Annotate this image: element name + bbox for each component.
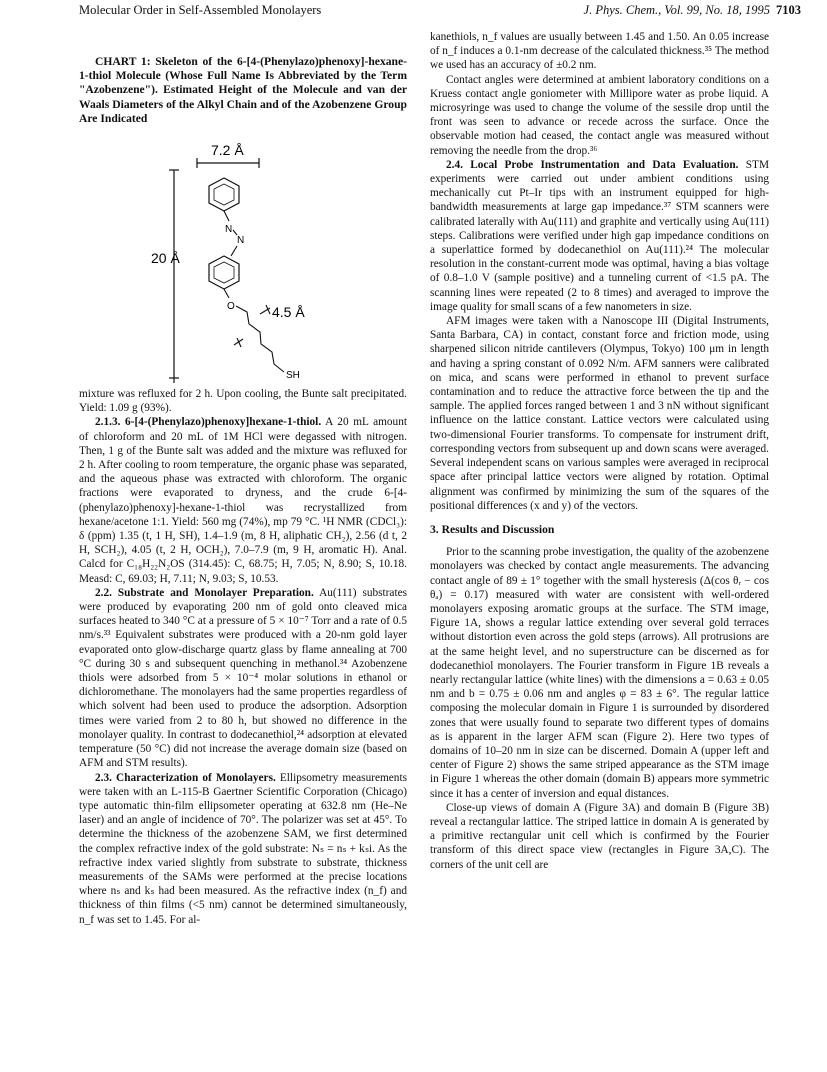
- paragraph: Contact angles were determined at ambient laboratory conditions on a Kruess contact angle goniometer with Millipore water as probe liquid. A microsyringe was used to change the volume of the sessile drop until the front was seen to advance or recede across the surface. Once the observable motion had ceased, the contact angle was measured without removing the needle from the drop.³⁶: [430, 73, 769, 157]
- section-heading: 2.3. Characterization of Monolayers.: [95, 771, 276, 784]
- section-2-3: [79, 771, 407, 927]
- bond-ring-n: [224, 211, 229, 221]
- molecule-chart: [79, 128, 407, 383]
- paragraph: kanethiols, n_f values are usually between 1.45 and 1.50. An 0.05 increase of n_f induces a 0.1-nm decrease of the calculated thickness.³⁵ The method we used has an accuracy of ±0.2 nm.: [430, 31, 769, 72]
- left-column: [79, 55, 407, 927]
- paragraph: mixture was refluxed for 2 h. Upon cooling, the Bunte salt precipitated. Yield: 1.09 g (93%).: [79, 388, 407, 415]
- phenyl-ring-bottom: [209, 256, 239, 289]
- right-column: [430, 30, 769, 872]
- phenyl-ring-top: [209, 178, 239, 211]
- section-body: Au(111) substrates were produced by evaporating 200 nm of gold onto cleaved mica surfaces heated to 340 °C at a pressure of 5 × 10⁻⁷ Torr and a rate of 0.5 nm/s.³³ Equivalent substrates were produced with a 20-nm gold layer evaporated onto glow-discharge quartz glass by flame annealing at 700 °C during 30 s and subsequent quenching in methanol.³⁴ Azobenzene thiols were adsorbed from 5 × 10⁻⁴ molar solutions in ethanol or dichloromethane. The monolayers had the same properties regardless of which solvent had been used to produce the adsorption. Adsorption times were varied from 2 to 80 h, but showed no difference in the monolayer quality. In contrast to dodecanethiol,²⁴ adsorption at elevated temperature (50 °C) did not increase the average domain size (based on AFM and STM results).: [79, 586, 407, 770]
- journal-ref: J. Phys. Chem., Vol. 99, No. 18, 1995: [583, 3, 770, 17]
- journal-citation: [584, 3, 801, 18]
- paragraph: Close-up views of domain A (Figure 3A) and domain B (Figure 3B) reveal a rectangular lattice. The striped lattice in domain A is generated by a primitive rectangular unit cell which is confirmed by the Fourier transform of this direct space view (rectangles in Figure 3A,C). The corners of the unit cell are: [430, 801, 769, 871]
- chain-width-label: 4.5 Å: [272, 304, 305, 321]
- height-label: 20 Å: [151, 250, 180, 267]
- molecule-diagram: [79, 128, 407, 383]
- atom-n2: N: [237, 235, 245, 247]
- section-heading: 2.2. Substrate and Monolayer Preparation.: [95, 586, 314, 599]
- section-heading: 2.1.3. 6-[4-(Phenylazo)phenoxy]hexane-1-thiol.: [95, 416, 322, 429]
- results-heading: 3. Results and Discussion: [430, 522, 555, 536]
- section-body: STM experiments were carried out under ambient conditions using mechanically cut Pt–Ir tips with an instrument equipped for high-bandwidth measurements at large gap impedance.³⁷ STM scanners were calibrated laterally with Au(111) and graphite and vertically using Au(111) steps. Calibrations were verified under high gap impedance conditions on a superlattice formed by dodecanethiol on Au(111).²⁴ The molecular resolution in the constant-current mode was optimal, having a bias voltage of 0.8–1.0 V (sample positive) and a tunneling current of <1.5 pA. The scanning lines were repeated (2 to 8 times) and averaged to improve the image quality for small scans of a few nanometers in size.: [430, 158, 769, 313]
- bond-n-ring: [231, 246, 237, 256]
- paragraph: Prior to the scanning probe investigation, the quality of the azobenzene monolayers was checked by contact angle measurements. The advancing contact angle of 89 ± 1° together with the small hysteresis (Δ(cos θᵣ − cos θₐ) = 0.17) measured with water are consistent with well-ordered monolayers exposing aromatic groups at the surface. The STM image, Figure 1A, shows a regular lattice extending over several gold terraces without distortion even across the gold steps (arrows). All protrusions are at the same height level, and no superstructure can be discerned as for dodecanethiol monolayers. The Fourier transform in Figure 1B reveals a nearly rectangular lattice (white lines) with the dimensions a = 0.63 ± 0.05 nm and b = 0.75 ± 0.06 nm and angles φ = 83 ± 6°. The regular lattice composing the molecular domain in Figure 1 is surrounded by disordered zones that were usually found to separate two different types of domains as is apparent in the larger AFM scan (Figure 2). Here two types of domains of 10–20 nm in size can be discerned. Domain A (upper left and center of Figure 2) shows the same striped appearance as the STM image in Figure 1 whereas the other domain (domain B) appears more symmetric since it has a center of inversion and equal distances.: [430, 546, 769, 800]
- atom-n1: N: [225, 224, 233, 236]
- phenyl-ring-bottom-inner: [214, 262, 234, 283]
- section-heading: 2.4. Local Probe Instrumentation and Data Evaluation.: [446, 158, 739, 171]
- section-2-1-3: [79, 415, 407, 585]
- atom-sh: SH: [286, 370, 300, 382]
- bond-ring-o: [224, 289, 229, 298]
- section-body: A 20 mL amount of chloroform and 20 mL of 1M HCl were degassed with nitrogen. Then, 1 g of the Bunte salt was added and the mixture was refluxed for 2 h. After cooling to room temperature, the organic phase was separated, and the aqueous phase was extracted with chloroform. The organic fractions were evaporated to dryness, and the crude 6-[4-(phenylazo)phenoxy]-hexane-1-thiol was recrystallized from hexane/acetone 1:1. Yield: 560 mg (74%), mp 79 °C. ¹H NMR (CDCl₃): δ (ppm) 1.35 (t, 1 H, SH), 1.4–1.9 (m, 8 H, aliphatic CH₂), 2.56 (d t, 2 H, SCH₂), 4.05 (t, 2 H, OCH₂), 7.0–7.9 (m, 9 H, aromatic H). Anal. Calcd for C₁₈H₂₂N₂OS (314.45): C, 68.75; H, 7.05; N, 8.90; S, 10.18. Measd: C, 69.03; H, 7.11; N, 9.03; S, 10.53.: [79, 416, 407, 585]
- phenyl-ring-top-inner: [214, 184, 234, 205]
- section-body: Ellipsometry measurements were taken with an L-115-B Gaertner Scientific Corporation (Chicago) type automatic thin-film ellipsometer operating at 632.8 nm (He–Ne laser) and an angle of incidence of 70°. The polarizer was set at 45°. To determine the thickness of the azobenzene SAM, we first determined the complex refractive index of the gold substrate: Nₛ = nₛ + kₛi. As the refractive index varied slightly from substrate to substrate, thickness measurements of the SAMs were performed at the precise locations where nₛ and kₛ had been measured. As the refractive index (n_f) and thickness of thin films (<5 nm) cannot be determined simultaneously, n_f was set to 1.45. For al-: [79, 771, 407, 926]
- page-number: 7103: [776, 3, 801, 17]
- section-2-2: [79, 586, 407, 771]
- paragraph: AFM images were taken with a Nanoscope III (Digital Instruments, Santa Barbara, CA) in contact, constant force and friction mode, using sharpened silicon nitride cantilevers (Olympus, Tokyo) 100 μm in length and having a spring constant of 0.092 N/m. AFM sanners were calibrated on mica, and scans were performed in ethanol to prevent surface contamination and to reduce the attractive force between the tip and the sample. The applied forces ranged between 1 and 3 nN without significant influence on the lattice constant. Lattice vectors were calculated using two-dimensional Fourier transforms. To compensate for instrument drift, corresponding vectors from subsequent up and down scans were averaged. Several independent scans on various samples were averaged in reciprocal space after principal lattice vectors were aligned by rotation. Optimal alignment was confirmed by minimizing the sum of the squares of the positional differences (x and y) of the vectors.: [430, 315, 769, 512]
- atom-o: O: [227, 301, 235, 313]
- width-label: 7.2 Å: [211, 142, 244, 159]
- running-header: Molecular Order in Self-Assembled Monolayers: [79, 3, 322, 17]
- section-2-4: [430, 158, 769, 314]
- chart-caption: CHART 1: Skeleton of the 6-[4-(Phenylazo)phenoxy]-hexane-1-thiol Molecule (Whose Full Name Is Abbreviated by the Term "Azobenzene"). Estimated Height of the Molecule and van der Waals Diameters of the Alkyl Chain and of the Azobenzene Group Are Indicated: [79, 55, 407, 125]
